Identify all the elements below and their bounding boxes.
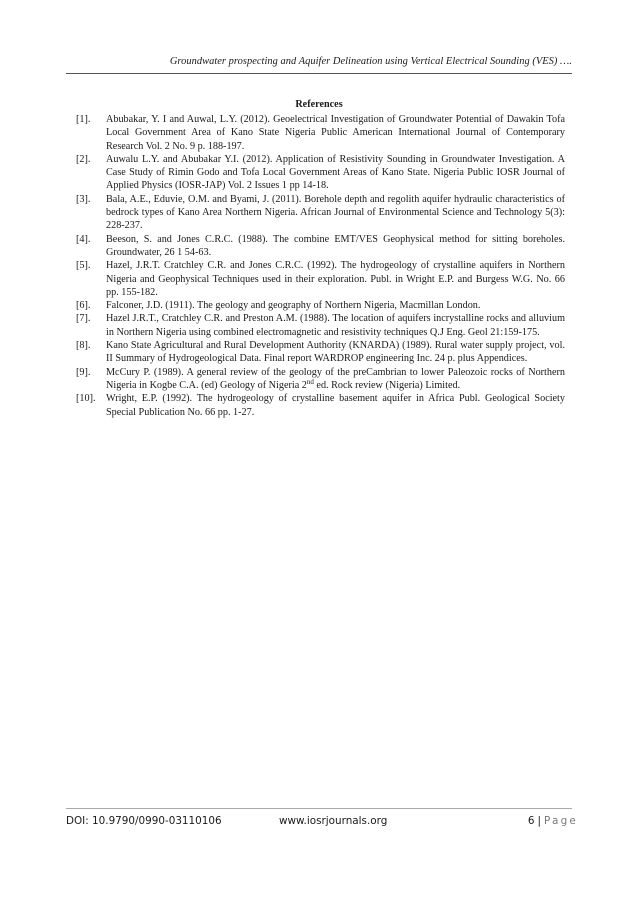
reference-text: Beeson, S. and Jones C.R.C. (1988). The combine EMT/VES Geophysical method for sitting boreholes. Groundwater, 26 1 54-63. [106, 233, 565, 258]
superscript-ordinal: nd [306, 377, 314, 386]
reference-number: [10]. [76, 393, 96, 405]
reference-text: Abubakar, Y. I and Auwal, L.Y. (2012). Geoelectrical Investigation of Groundwater Potential of Dawakin Tofa Local Government Area of Kano State Nigeria Public American International Journal of Contemporary Research Vol. 2 No. 9 p. 188-197. [106, 114, 565, 152]
reference-item [76, 392, 565, 419]
page-footer [66, 815, 578, 831]
reference-item [76, 312, 565, 339]
reference-number: [9]. [76, 366, 91, 378]
page-word: Page [544, 815, 578, 827]
reference-text: Kano State Agricultural and Rural Development Authority (KNARDA) (1989). Rural water supply project, vol. II Summary of Hydrogeological Data. Final report WARDROP engineering Inc. 24 p. plus Appendices. [106, 340, 565, 365]
reference-item [76, 193, 565, 233]
references-heading: References [295, 99, 343, 110]
reference-item [76, 339, 565, 366]
running-header: Groundwater prospecting and Aquifer Delineation using Vertical Electrical Sounding (VES) …. [169, 56, 572, 67]
reference-text: Falconer, J.D. (1911). The geology and geography of Northern Nigeria, Macmillan London. [106, 300, 481, 312]
reference-text [106, 366, 565, 393]
reference-number: [3]. [76, 193, 91, 205]
reference-item [76, 299, 565, 312]
reference-text: Hazel J.R.T., Cratchley C.R. and Preston A.M. (1988). The location of aquifers incrystalline rocks and alluvium in Northern Nigeria using combined electromagnetic and resistivity techniques Q.J Eng. Geol 21:159-175. [106, 313, 565, 338]
reference-text-tail: ed. Rock review (Nigeria) Limited. [313, 379, 461, 391]
footer-website: www.iosrjournals.org [279, 815, 388, 827]
reference-number: [2]. [76, 153, 91, 165]
reference-number: [7]. [76, 313, 91, 325]
reference-number: [5]. [76, 260, 91, 272]
reference-item [76, 259, 565, 299]
reference-number: [8]. [76, 340, 91, 352]
footer-doi: DOI: 10.9790/0990-03110106 [66, 815, 222, 827]
reference-text: Bala, A.E., Eduvie, O.M. and Byami, J. (2011). Borehole depth and regolith aquifer hydraulic characteristics of bedrock types of Kano Area Northern Nigeria. African Journal of Environmental Science and Technology 5(3): 228-237. [106, 193, 565, 232]
reference-item [76, 153, 565, 193]
reference-item [76, 366, 565, 393]
page-separator: | [537, 815, 542, 827]
reference-item [76, 233, 565, 260]
reference-text-main: McCury P. (1989). A general review of the geology of the preCambrian to lower Paleozoic rocks of Northern Nigeria in Kogbe C.A. (ed) Geology of Nigeria 2 [106, 366, 565, 391]
reference-text: Wright, E.P. (1992). The hydrogeology of crystalline basement aquifer in Africa Publ. Geological Society Special Publication No. 66 pp. 1-27. [106, 393, 565, 418]
reference-number: [1]. [76, 114, 91, 125]
header-divider [66, 73, 572, 74]
reference-number: [4]. [76, 233, 91, 245]
reference-text: Auwalu L.Y. and Abubakar Y.I. (2012). Application of Resistivity Sounding in Groundwater Investigation. A Case Study of Rimin Godo and Tofa Local Government Areas of Kano State. Nigeria Public IOSR Journal of Applied Physics (IOSR-JAP) Vol. 2 Issues 1 pp 14-18. [106, 153, 565, 192]
page-number: 6 [527, 815, 535, 827]
reference-text: Hazel, J.R.T. Cratchley C.R. and Jones C.R.C. (1992). The hydrogeology of crystalline aquifers in Northern Nigeria and Geophysical Techniques used in their exploration. Publ. in Wright E.P. and Burgess W.G. No. 66 pp. 155-182. [106, 260, 565, 298]
reference-number: [6]. [76, 300, 91, 312]
footer-page-indicator [528, 815, 578, 827]
footer-divider [66, 808, 572, 809]
reference-item [76, 113, 565, 153]
references-list [76, 113, 565, 419]
